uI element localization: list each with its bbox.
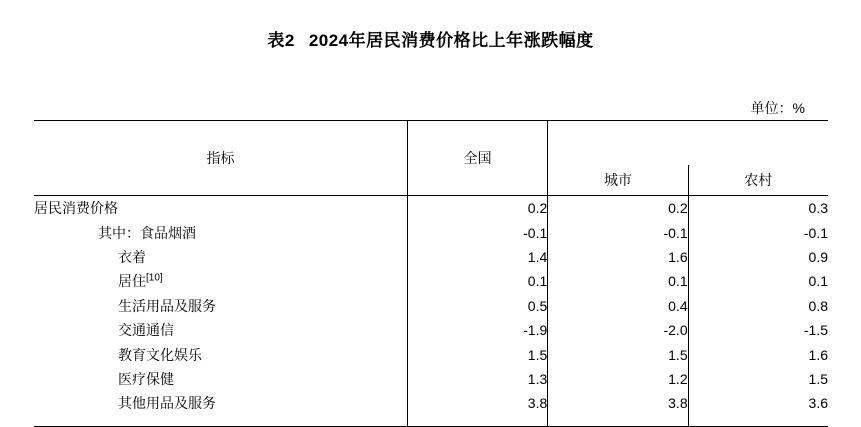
cpi-table-wrapper — [34, 120, 828, 427]
row-label — [34, 318, 407, 342]
header-rural: 农村 — [688, 165, 828, 196]
bottom-rule-cell — [34, 416, 407, 427]
row-label — [34, 196, 407, 221]
row-value-city: -2.0 — [548, 318, 688, 342]
page-title — [0, 0, 861, 51]
row-label-text: 教育文化娱乐 — [118, 346, 202, 363]
table-title-text: 2024年居民消费价格比上年涨跌幅度 — [308, 31, 594, 50]
bottom-rule-cell — [548, 416, 688, 427]
row-label — [34, 391, 407, 415]
cpi-table-body — [34, 121, 828, 427]
table-row — [34, 220, 828, 244]
table-row — [34, 391, 828, 415]
table-row — [34, 269, 828, 293]
row-value-city: 1.2 — [548, 367, 688, 391]
row-value-city: 0.2 — [548, 196, 688, 221]
row-value-rural: -1.5 — [688, 318, 828, 342]
table-row — [34, 342, 828, 366]
header-spacer — [548, 121, 828, 166]
row-value-national: -0.1 — [407, 220, 547, 244]
row-label-text: 其中：食品烟酒 — [98, 224, 196, 241]
row-value-national: 3.8 — [407, 391, 547, 415]
row-label — [34, 269, 407, 293]
row-value-national: 0.5 — [407, 294, 547, 318]
cpi-table — [34, 120, 828, 427]
row-value-national: -1.9 — [407, 318, 547, 342]
row-value-rural: 1.6 — [688, 342, 828, 366]
row-value-national: 1.5 — [407, 342, 547, 366]
row-value-city: 1.5 — [548, 342, 688, 366]
row-label — [34, 294, 407, 318]
row-label — [34, 342, 407, 366]
row-value-national: 0.1 — [407, 269, 547, 293]
table-header-row — [34, 121, 828, 166]
header-city: 城市 — [548, 165, 688, 196]
table-row — [34, 196, 828, 221]
row-value-national: 0.2 — [407, 196, 547, 221]
unit-note: 单位：% — [750, 100, 805, 116]
row-value-rural: 0.8 — [688, 294, 828, 318]
row-value-city: 3.8 — [548, 391, 688, 415]
table-row — [34, 318, 828, 342]
row-value-rural: 0.9 — [688, 245, 828, 269]
row-value-national: 1.3 — [407, 367, 547, 391]
row-value-city: 0.1 — [548, 269, 688, 293]
bottom-rule-cell — [688, 416, 828, 427]
row-value-rural: 3.6 — [688, 391, 828, 415]
row-value-rural: -0.1 — [688, 220, 828, 244]
row-label — [34, 245, 407, 269]
header-national: 全国 — [407, 121, 547, 196]
bottom-rule-cell — [407, 416, 547, 427]
row-label-text: 医疗保健 — [118, 370, 174, 387]
row-value-rural: 1.5 — [688, 367, 828, 391]
row-label-text: 交通通信 — [118, 322, 174, 339]
row-label-text: 其他用品及服务 — [118, 395, 216, 412]
table-row — [34, 367, 828, 391]
row-value-national: 1.4 — [407, 245, 547, 269]
row-label-text: 衣着 — [118, 248, 146, 265]
header-indicator: 指标 — [34, 121, 407, 196]
row-value-rural: 0.3 — [688, 196, 828, 221]
row-label — [34, 220, 407, 244]
row-value-city: 0.4 — [548, 294, 688, 318]
table-bottom-rule — [34, 416, 828, 427]
row-label-text: 居民消费价格 — [34, 200, 118, 217]
table-number: 表2 — [267, 31, 295, 50]
row-label — [34, 367, 407, 391]
table-row — [34, 294, 828, 318]
row-label-text: 居住 — [118, 273, 146, 290]
row-value-city: -0.1 — [548, 220, 688, 244]
row-label-text: 生活用品及服务 — [118, 297, 216, 314]
row-label-footnote: [10] — [146, 272, 163, 284]
row-value-city: 1.6 — [548, 245, 688, 269]
table-row — [34, 245, 828, 269]
row-value-rural: 0.1 — [688, 269, 828, 293]
